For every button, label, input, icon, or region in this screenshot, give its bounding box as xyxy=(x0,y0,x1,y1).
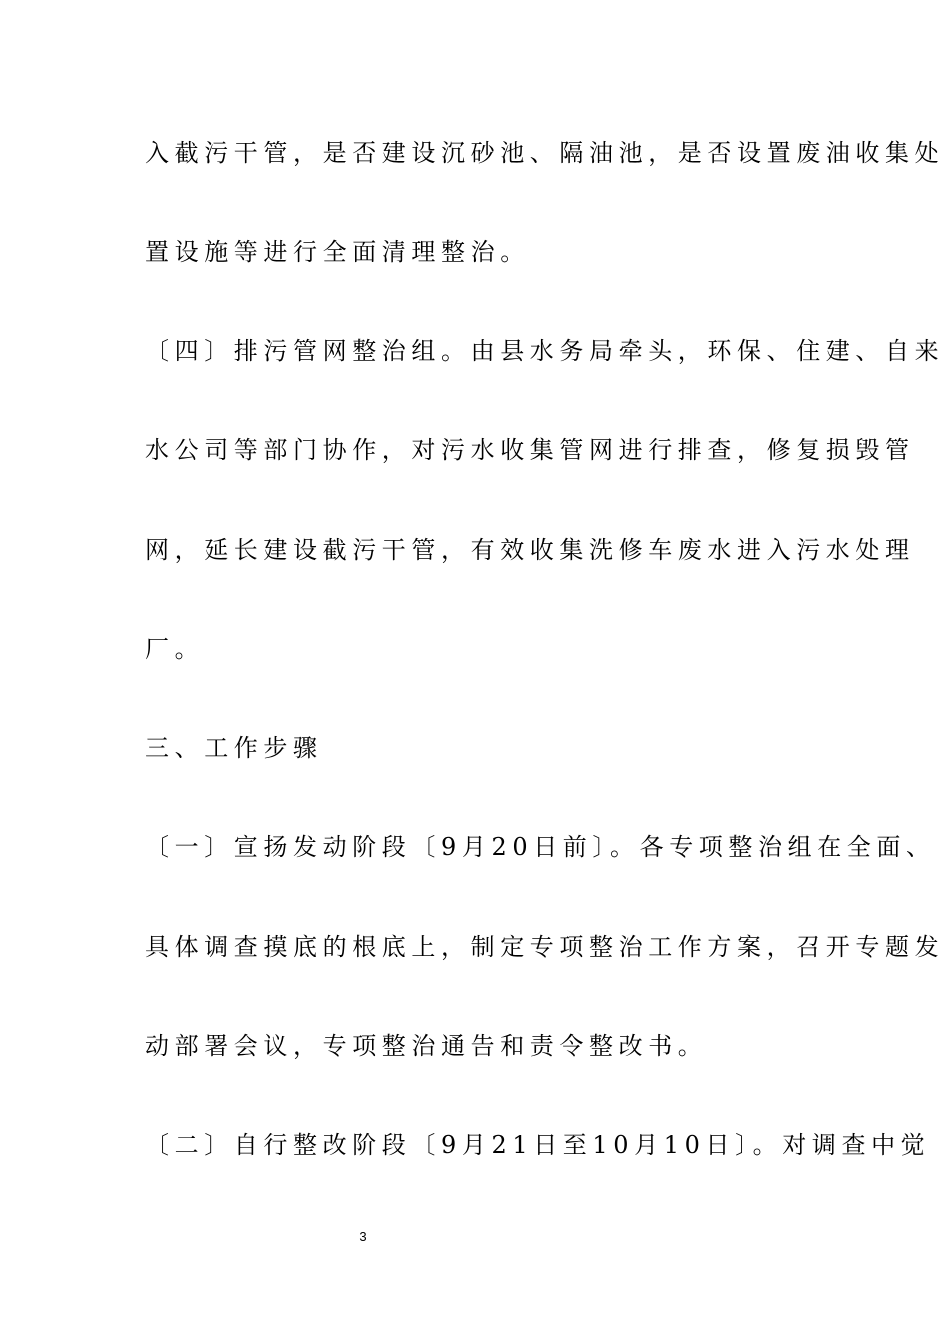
page-number: 3 xyxy=(359,1229,367,1244)
text-line: 〔二〕自行整改阶段〔9月21日至10月10日〕。对调查中觉 xyxy=(145,1131,931,1159)
text-line: 具体调查摸底的根底上，制定专项整治工作方案，召开专题发 xyxy=(145,933,945,961)
text-line: 〔一〕宣扬发动阶段〔9月20日前〕。各专项整治组在全面、 xyxy=(145,833,936,861)
text-line: 厂。 xyxy=(145,635,205,663)
text-line: 置设施等进行全面清理整治。 xyxy=(145,238,530,266)
text-line: 〔四〕排污管网整治组。由县水务局牵头，环保、住建、自来 xyxy=(145,337,945,365)
text-line: 网，延长建设截污干管，有效收集洗修车废水进入污水处理 xyxy=(145,536,915,564)
section-heading: 三、工作步骤 xyxy=(145,734,323,762)
text-line: 水公司等部门协作，对污水收集管网进行排查，修复损毁管 xyxy=(145,436,915,464)
text-line: 入截污干管，是否建设沉砂池、隔油池，是否设置废油收集处 xyxy=(145,139,945,167)
text-line: 动部署会议，专项整治通告和责令整改书。 xyxy=(145,1032,708,1060)
